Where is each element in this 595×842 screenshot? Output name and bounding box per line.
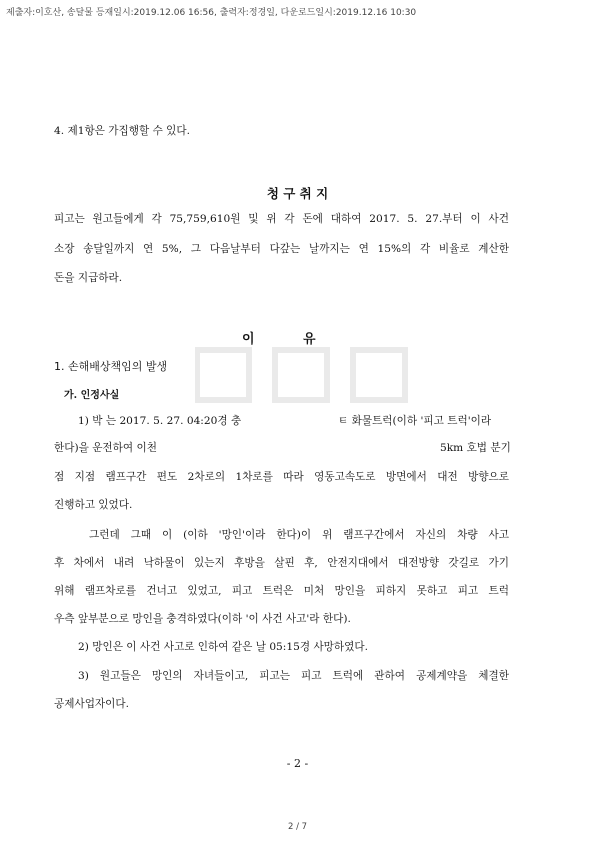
para3-line: 2) 망인은 이 사건 사고로 인하여 같은 날 05:15경 사망하였다. — [78, 641, 368, 653]
para2-line-4: 우측 앞부분으로 망인을 충격하였다(이하 '이 사건 사고'라 한다). — [54, 613, 351, 625]
para2-line-2: 후 차에서 내려 낙하물이 있는지 후방을 살핀 후, 안전지대에서 대전방향 갓길로 가기 — [54, 557, 509, 569]
para1-line-2a: 한다)을 운전하여 이천 — [54, 442, 157, 454]
page-number: - 2 - — [286, 757, 309, 770]
claim-line-2: 소장 송달일까지 연 5%, 그 다음날부터 다갚는 날까지는 연 15%의 각 비율로 계산한 — [54, 243, 509, 255]
claim-line-3: 돈을 지급하라. — [54, 272, 123, 284]
page-indicator: 2 / 7 — [287, 822, 308, 832]
document-header-meta: 제출자:이호산, 송달물 등재일시:2019.12.06 16:56, 출력자:정경일, 다운로드일시:2019.12.16 10:30 — [6, 8, 417, 18]
para1-line-4: 진행하고 있었다. — [54, 499, 133, 511]
para1-line-2b: 5km 호법 분기 — [440, 442, 511, 454]
para1-line-1a: 1) 박 는 2017. 5. 27. 04:20경 충 — [78, 415, 242, 427]
para1-line-3: 점 지점 램프구간 편도 2차로의 1차로를 따라 영동고속도로 방면에서 대전 방향으로 — [54, 471, 509, 483]
subsection-heading-ga: 가. 인정사실 — [64, 390, 120, 401]
claim-title: 청 구 취 지 — [266, 186, 329, 201]
section-heading-1: 1. 손해배상책임의 발생 — [54, 360, 168, 373]
para4-line-2: 공제사업자이다. — [54, 698, 130, 710]
reason-title-right: 유 — [303, 332, 316, 347]
para1-line-1b: ㅌ 화물트럭(이하 '피고 트럭'이라 — [338, 415, 492, 427]
claim-line-1: 피고는 원고들에게 각 75,759,610원 및 위 각 돈에 대하여 2017. 5. 27.부터 이 사건 — [54, 213, 509, 225]
para2-line-1: 그런데 그때 이 (이하 '망인'이라 한다)이 위 램프구간에서 자신의 차량 사고 — [89, 529, 509, 541]
para2-line-3: 위해 램프차로를 건너고 있었고, 피고 트럭은 미처 망인을 피하지 못하고 피고 트럭 — [54, 585, 509, 597]
intro-line: 4. 제1항은 가집행할 수 있다. — [54, 125, 191, 137]
reason-title-left: 이 — [242, 332, 255, 347]
para4-line-1: 3) 원고들은 망인의 자녀들이고, 피고는 피고 트럭에 관하여 공제계약을 체결한 — [78, 670, 509, 682]
watermark-logo — [195, 346, 410, 404]
